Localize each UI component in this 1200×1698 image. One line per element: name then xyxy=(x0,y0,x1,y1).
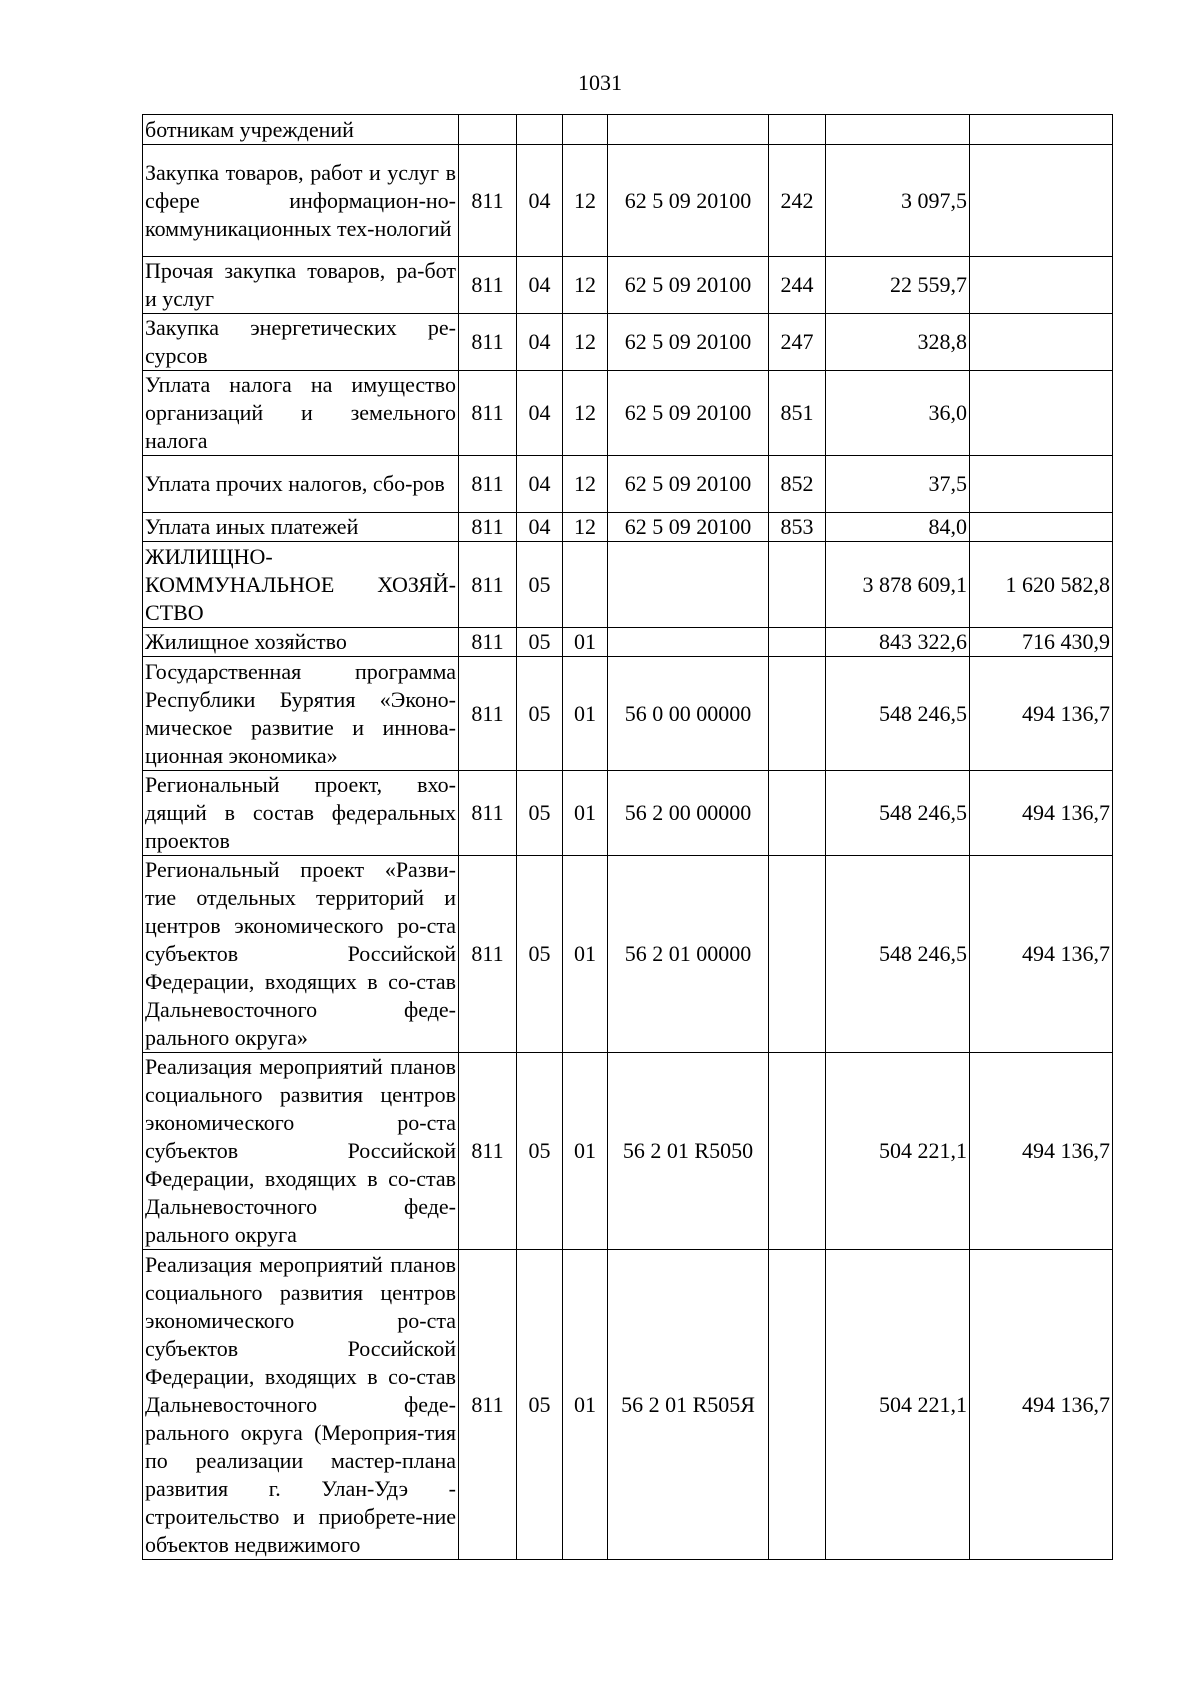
row-name: Прочая закупка товаров, ра-бот и услуг xyxy=(143,257,459,314)
ved-code: 811 xyxy=(459,1250,517,1560)
subsection-code: 12 xyxy=(563,145,608,257)
row-name: Государственная программа Республики Бурятия «Эконо-мическое развитие и иннова-ционная экономика» xyxy=(143,657,459,771)
expense-type-code xyxy=(769,657,826,771)
amount-2: 494 136,7 xyxy=(970,771,1113,856)
expense-type-code xyxy=(769,542,826,628)
expense-type-code: 851 xyxy=(769,371,826,456)
table-row xyxy=(143,257,1113,314)
amount-1: 3 878 609,1 xyxy=(826,542,970,628)
target-article-code: 56 2 01 R5050 xyxy=(608,1053,769,1250)
section-code: 05 xyxy=(517,628,563,657)
subsection-code: 12 xyxy=(563,314,608,371)
target-article-code xyxy=(608,542,769,628)
amount-1: 22 559,7 xyxy=(826,257,970,314)
expense-type-code xyxy=(769,1053,826,1250)
table-row xyxy=(143,657,1113,771)
ved-code: 811 xyxy=(459,856,517,1053)
section-code: 05 xyxy=(517,771,563,856)
table-row xyxy=(143,371,1113,456)
row-name: Уплата налога на имущество организаций и земельного налога xyxy=(143,371,459,456)
section-code: 05 xyxy=(517,1053,563,1250)
expense-type-code: 853 xyxy=(769,513,826,542)
amount-1: 504 221,1 xyxy=(826,1053,970,1250)
target-article-code: 62 5 09 20100 xyxy=(608,371,769,456)
amount-2 xyxy=(970,513,1113,542)
expense-type-code xyxy=(769,628,826,657)
expense-type-code xyxy=(769,115,826,145)
amount-2 xyxy=(970,115,1113,145)
row-name: Уплата прочих налогов, сбо-ров xyxy=(143,456,459,513)
amount-2: 716 430,9 xyxy=(970,628,1113,657)
target-article-code xyxy=(608,115,769,145)
target-article-code: 56 2 00 00000 xyxy=(608,771,769,856)
ved-code: 811 xyxy=(459,1053,517,1250)
amount-1: 37,5 xyxy=(826,456,970,513)
target-article-code: 62 5 09 20100 xyxy=(608,314,769,371)
amount-1: 328,8 xyxy=(826,314,970,371)
amount-1: 84,0 xyxy=(826,513,970,542)
ved-code: 811 xyxy=(459,456,517,513)
amount-1: 843 322,6 xyxy=(826,628,970,657)
target-article-code: 56 2 01 R505Я xyxy=(608,1250,769,1560)
table-row xyxy=(143,456,1113,513)
expense-type-code xyxy=(769,856,826,1053)
amount-1: 548 246,5 xyxy=(826,856,970,1053)
expense-type-code: 852 xyxy=(769,456,826,513)
target-article-code: 62 5 09 20100 xyxy=(608,145,769,257)
amount-2 xyxy=(970,314,1113,371)
target-article-code xyxy=(608,628,769,657)
target-article-code: 62 5 09 20100 xyxy=(608,257,769,314)
subsection-code: 12 xyxy=(563,456,608,513)
row-name: Реализация мероприятий планов социального развития центров экономического ро-ста субъектов Российской Федерации, входящих в со-став Дальневосточного феде-рального округа xyxy=(143,1053,459,1250)
ved-code: 811 xyxy=(459,628,517,657)
section-code xyxy=(517,115,563,145)
expense-type-code: 244 xyxy=(769,257,826,314)
table-row xyxy=(143,115,1113,145)
subsection-code: 01 xyxy=(563,1053,608,1250)
subsection-code xyxy=(563,115,608,145)
ved-code: 811 xyxy=(459,257,517,314)
table-row xyxy=(143,1053,1113,1250)
row-name: Региональный проект, вхо-дящий в состав федеральных проектов xyxy=(143,771,459,856)
ved-code: 811 xyxy=(459,314,517,371)
ved-code: 811 xyxy=(459,371,517,456)
subsection-code: 01 xyxy=(563,628,608,657)
section-code: 04 xyxy=(517,513,563,542)
expense-type-code xyxy=(769,771,826,856)
amount-2 xyxy=(970,145,1113,257)
amount-1 xyxy=(826,115,970,145)
row-name: Реализация мероприятий планов социального развития центров экономического ро-ста субъектов Российской Федерации, входящих в со-став Дальневосточного феде-рального округа (Мероприя-тия по реализации мастер-плана развития г. Улан-Удэ - строительство и приобрете-ние объектов недвижимого xyxy=(143,1250,459,1560)
section-code: 05 xyxy=(517,542,563,628)
expense-type-code: 242 xyxy=(769,145,826,257)
table-row xyxy=(143,314,1113,371)
table-row xyxy=(143,145,1113,257)
row-name: Закупка товаров, работ и услуг в сфере информацион-но-коммуникационных тех-нологий xyxy=(143,145,459,257)
table-row xyxy=(143,1250,1113,1560)
budget-table-body xyxy=(143,115,1113,1560)
subsection-code: 01 xyxy=(563,657,608,771)
row-name: ботникам учреждений xyxy=(143,115,459,145)
row-name: Закупка энергетических ре-сурсов xyxy=(143,314,459,371)
ved-code xyxy=(459,115,517,145)
target-article-code: 62 5 09 20100 xyxy=(608,513,769,542)
section-code: 04 xyxy=(517,257,563,314)
amount-1: 548 246,5 xyxy=(826,771,970,856)
expense-type-code xyxy=(769,1250,826,1560)
subsection-code xyxy=(563,542,608,628)
amount-1: 548 246,5 xyxy=(826,657,970,771)
ved-code: 811 xyxy=(459,513,517,542)
section-code: 05 xyxy=(517,657,563,771)
amount-1: 3 097,5 xyxy=(826,145,970,257)
page-number: 1031 xyxy=(578,70,622,95)
amount-2 xyxy=(970,257,1113,314)
amount-2 xyxy=(970,371,1113,456)
subsection-code: 01 xyxy=(563,856,608,1053)
ved-code: 811 xyxy=(459,542,517,628)
row-name: Уплата иных платежей xyxy=(143,513,459,542)
expense-type-code: 247 xyxy=(769,314,826,371)
subsection-code: 01 xyxy=(563,1250,608,1560)
section-code: 04 xyxy=(517,145,563,257)
subsection-code: 12 xyxy=(563,371,608,456)
target-article-code: 62 5 09 20100 xyxy=(608,456,769,513)
section-code: 05 xyxy=(517,856,563,1053)
table-row xyxy=(143,856,1113,1053)
amount-2: 1 620 582,8 xyxy=(970,542,1113,628)
section-code: 04 xyxy=(517,314,563,371)
amount-2: 494 136,7 xyxy=(970,1250,1113,1560)
row-name: ЖИЛИЩНО-КОММУНАЛЬНОЕ ХОЗЯЙ-СТВО xyxy=(143,542,459,628)
section-code: 05 xyxy=(517,1250,563,1560)
amount-2 xyxy=(970,456,1113,513)
subsection-code: 12 xyxy=(563,513,608,542)
budget-table xyxy=(142,114,1113,1560)
row-name: Жилищное хозяйство xyxy=(143,628,459,657)
amount-1: 36,0 xyxy=(826,371,970,456)
target-article-code: 56 2 01 00000 xyxy=(608,856,769,1053)
table-row xyxy=(143,542,1113,628)
table-row xyxy=(143,513,1113,542)
target-article-code: 56 0 00 00000 xyxy=(608,657,769,771)
ved-code: 811 xyxy=(459,145,517,257)
subsection-code: 12 xyxy=(563,257,608,314)
table-row xyxy=(143,628,1113,657)
section-code: 04 xyxy=(517,456,563,513)
subsection-code: 01 xyxy=(563,771,608,856)
amount-2: 494 136,7 xyxy=(970,1053,1113,1250)
amount-2: 494 136,7 xyxy=(970,657,1113,771)
section-code: 04 xyxy=(517,371,563,456)
row-name: Региональный проект «Разви-тие отдельных территорий и центров экономического ро-ста субъектов Российской Федерации, входящих в со-став Дальневосточного феде-рального округа» xyxy=(143,856,459,1053)
amount-2: 494 136,7 xyxy=(970,856,1113,1053)
ved-code: 811 xyxy=(459,771,517,856)
table-row xyxy=(143,771,1113,856)
amount-1: 504 221,1 xyxy=(826,1250,970,1560)
ved-code: 811 xyxy=(459,657,517,771)
